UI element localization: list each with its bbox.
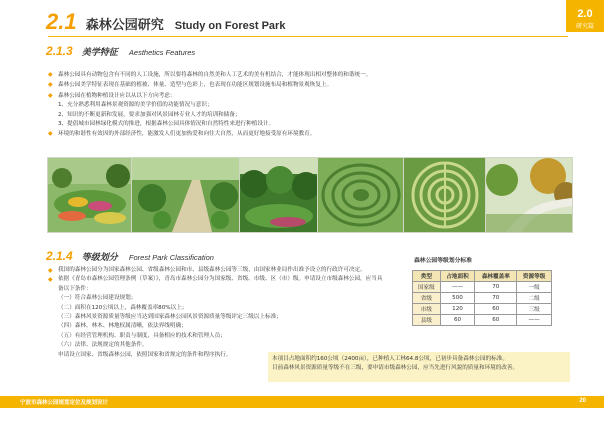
table-cell: 二级 (517, 293, 552, 304)
sub2-number: 2.1.4 (46, 249, 73, 263)
sub1-title: 美学特征 (81, 48, 118, 58)
section-title: 森林公园研究 (85, 18, 164, 33)
bullet-icon: ◆ (48, 276, 53, 284)
list-item: ◆ 环境的和谐性有效因的外部经济性，能激发人们更加热爱和向往大自然，从而更好地接受原有环境教育。 (48, 130, 316, 138)
table-cell: 国家级 (413, 282, 441, 293)
table-cell: 三级 (517, 304, 552, 315)
list-item: （六）法律、法规规定的其他条件。 (58, 342, 148, 349)
table-header: 森林覆盖率 (475, 271, 517, 282)
table-row (413, 315, 552, 326)
sub2-header (46, 245, 214, 264)
page-number: 20 (579, 398, 586, 404)
table-cell: 60 (440, 315, 475, 326)
table-header: 类型 (413, 271, 441, 282)
sub2-title: 等级划分 (81, 253, 118, 263)
table-header: 资源等级 (517, 271, 552, 282)
chapter-number: 2.0 (577, 8, 593, 20)
list-item: ◆ 森林公园美学特征表现在基础的植被、体量、造型与色彩上，也表现在功能区规划设施布局和植物景观恢复上。 (48, 81, 333, 89)
table-caption: 森林公园等级划分标准 (414, 258, 472, 264)
list-item: ◆ 森林公园在植物种植设计应以从以下方向考虑： (48, 91, 176, 99)
list-item: （五）有经营管理机构、职责与制度，具备相应的技术和管理人员； (58, 332, 226, 339)
chapter-badge (566, 0, 604, 32)
table-cell: 一级 (517, 282, 552, 293)
table-row (413, 282, 552, 293)
photo-autumn-trail (485, 157, 573, 233)
footer-bar (0, 396, 604, 408)
table-cell: 70 (475, 282, 517, 293)
bullet-icon: ◆ (48, 71, 53, 78)
table-header: 占地面积 (440, 271, 475, 282)
sub2-english: Forest Park Classification (128, 253, 214, 262)
table-cell: —— (440, 282, 475, 293)
list-item: （二）面积在120公顷以上，森林覆盖率80%以上； (58, 304, 188, 311)
table-cell: 120 (440, 304, 475, 315)
bullet-icon: ◆ (48, 267, 53, 274)
sub1-body (48, 70, 568, 140)
list-item: （三）森林风景资源质量等级应当达到国家森林公园风景资源质量等级评定三级以上标准； (58, 314, 282, 321)
table-cell: 省级 (413, 293, 441, 304)
list-item: ◆ 依据《青岛市森林公园管理条例（草案）》，青岛市森林公园分为国家级、省级、市级、区（市）级。申请设立市级森林公园，应当具备以下条件： (48, 275, 388, 294)
table-row (413, 304, 552, 315)
sub1-header (46, 40, 195, 59)
bullet-icon: ◆ (48, 81, 53, 89)
list-item: ◆ 我国的森林公园分为国家森林公园、省级森林公园和市、县级森林公园等三级，由国家林业局作出准予设立的行政许可决定。 (48, 267, 366, 274)
chapter-label: 研究篇 (575, 23, 594, 30)
list-item: （四）森林、林木、林地权属清晰，依法界线明确； (58, 323, 187, 330)
table-row (413, 293, 552, 304)
list-item: 申请设立国家、省级森林公园，依照国家和省规定的条件和程序执行。 (58, 351, 232, 358)
section-header (46, 9, 285, 35)
photo-maze-garden (403, 157, 487, 233)
bullet-icon: ◆ (48, 91, 53, 99)
sub1-english: Aesthetics Features (128, 48, 196, 57)
photo-flower-garden (47, 157, 133, 233)
photo-forest-hill (239, 157, 319, 233)
section-english: Study on Forest Park (174, 20, 286, 32)
table-header-row (413, 271, 552, 282)
table-cell: 市级 (413, 304, 441, 315)
bullet-icon: ◆ (48, 130, 53, 138)
footer-text: 宁波市森林公园规划定位及规划设计 (20, 400, 109, 406)
list-item: （一）符合森林公园建设规划； (58, 295, 137, 302)
section-number: 2.1 (46, 9, 77, 34)
note-line: 目前森林风景资源质量等级不在三级，要申请市级森林公园，应当先进行风貌的质量和环境的改善。 (272, 365, 519, 371)
list-item: 2、知识的不断更新和发展，要求加强对风景园林专业人才的培训和储备； (58, 111, 241, 118)
table-cell: —— (517, 315, 552, 326)
photo-spiral-lawn (317, 157, 405, 233)
table-cell: 500 (440, 293, 475, 304)
note-line: 本项目占地面积约160公顷（2400亩），已种植人工林64.8公顷，已初步具备森林公园的标准。 (272, 356, 508, 362)
table-cell: 60 (475, 315, 517, 326)
sub2-body (48, 266, 388, 360)
note-box (268, 352, 570, 382)
list-item: 1、充分熟悉利用森林景观资源的美学价值的功能情况与意识； (58, 102, 213, 109)
divider (48, 36, 568, 37)
table-cell: 70 (475, 293, 517, 304)
classification-table (412, 270, 552, 326)
photo-topiary-path (131, 157, 241, 233)
list-item: 3、提倡城市园林绿化模式的推进，根据森林公园具体情况和自然特性来进行种植设计。 (58, 121, 275, 128)
list-item: ◆ 森林公园具有动物包含有不同的人工设施，所以要将森林的自然美和人工艺术的美有机结合，才能体现出相对整体的和谐统一。 (48, 71, 372, 78)
table-cell: 60 (475, 304, 517, 315)
sub1-number: 2.1.3 (46, 44, 73, 58)
table-cell: 县级 (413, 315, 441, 326)
